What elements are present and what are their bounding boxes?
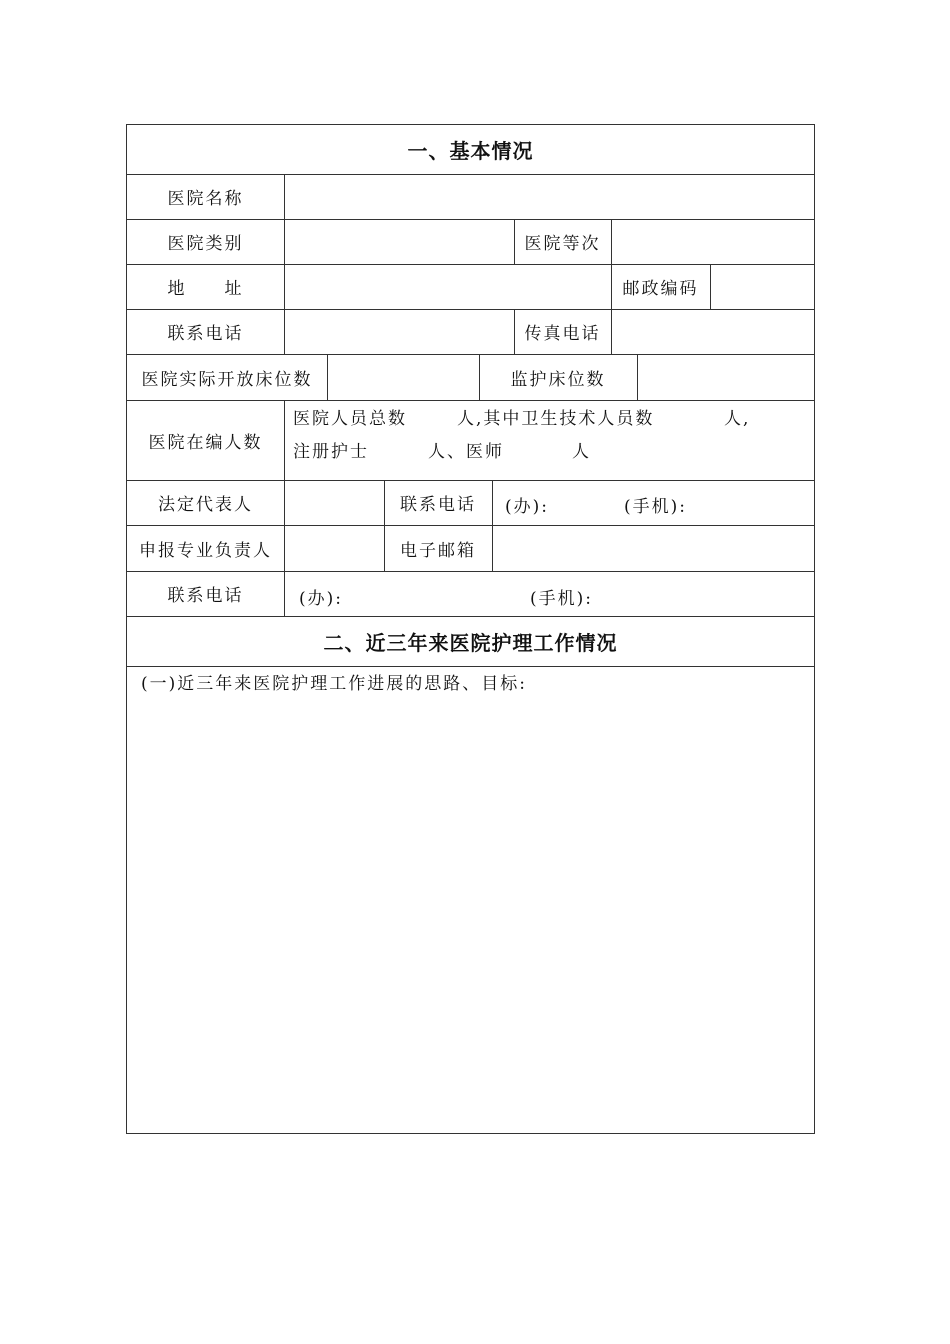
legal-phone-label: 联系电话 [400,495,476,515]
nursing-progress-text-area[interactable] [135,697,806,1127]
health-tech-staff-count[interactable] [662,405,722,429]
staff-label: 医院在编人数 [148,432,263,453]
section-title-basic-info: 一、基本情况 [407,139,534,163]
contact-mobile-label: (手机): [530,589,593,609]
fax-label: 传真电话 [524,324,601,344]
row-divider [127,666,814,667]
legal-rep-field[interactable] [285,481,384,525]
icu-beds-field[interactable] [638,355,814,400]
registered-nurse-text: 注册护士 [293,442,369,462]
address-field[interactable] [285,265,611,309]
email-field[interactable] [493,526,814,571]
postal-code-label: 邮政编码 [622,279,699,299]
contact-mobile-field[interactable] [612,576,802,610]
hospital-name-field[interactable] [285,175,814,219]
phone-field[interactable] [285,310,514,354]
contact-office-phone-field[interactable] [359,576,519,610]
legal-rep-label: 法定代表人 [158,495,253,515]
legal-mobile-field[interactable] [707,485,807,519]
applicant-field[interactable] [285,526,384,571]
total-staff-count[interactable] [413,405,453,429]
email-label: 电子邮箱 [400,540,476,561]
postal-code-field[interactable] [711,265,814,309]
staff-unit-text: 人, [724,409,751,429]
hospital-type-label: 医院类别 [167,234,244,254]
physician-unit-text: 人 [572,442,591,462]
health-tech-staff-text: 人,其中卫生技术人员数 [457,409,655,429]
hospital-grade-label: 医院等次 [524,234,601,254]
contact-office-phone-label: (办): [299,589,343,609]
hospital-name-label: 医院名称 [167,189,244,209]
section-title-nursing-work: 二、近三年来医院护理工作情况 [323,630,618,655]
icu-beds-label: 监护床位数 [510,369,606,390]
contact-phone-label: 联系电话 [167,586,244,606]
application-form-table [126,124,815,1134]
legal-office-phone-field[interactable] [557,485,617,519]
physician-count[interactable] [510,438,570,462]
hospital-grade-field[interactable] [612,220,814,264]
legal-mobile-label: (手机): [624,497,687,517]
physician-text: 人、医师 [428,442,504,462]
fax-field[interactable] [612,310,814,354]
open-beds-label: 医院实际开放床位数 [141,369,313,390]
applicant-label: 申报专业负责人 [139,540,272,561]
phone-label: 联系电话 [167,324,244,344]
legal-office-phone-label: (办): [505,497,549,517]
registered-nurse-count[interactable] [372,438,427,462]
open-beds-field[interactable] [328,355,479,400]
nursing-progress-prompt: (一)近三年来医院护理工作进展的思路、目标: [141,674,527,694]
address-label: 地 址 [167,279,244,299]
total-staff-text: 医院人员总数 [293,409,407,429]
hospital-type-field[interactable] [285,220,514,264]
